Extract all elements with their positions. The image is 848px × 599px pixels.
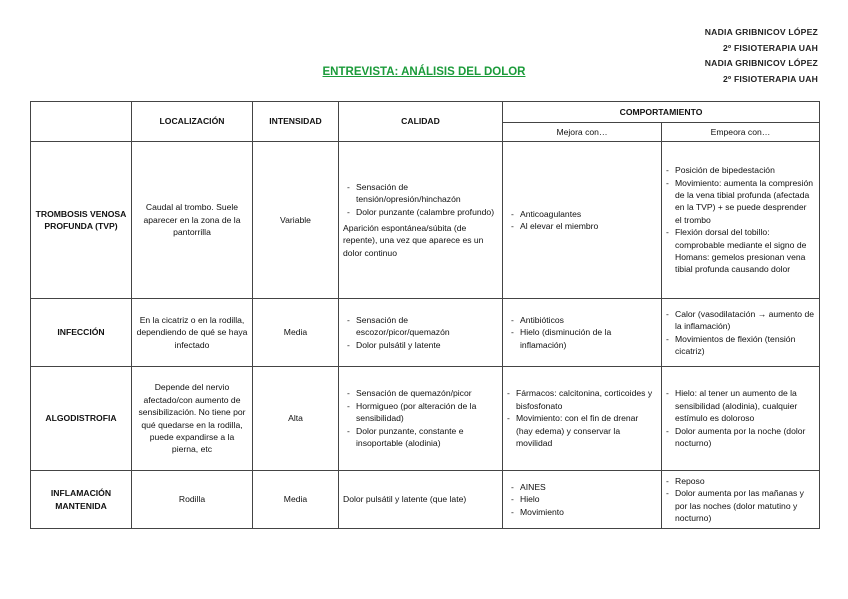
row-intensidad: Media [253,299,339,367]
header-mejora: Mejora con… [503,123,662,142]
list-item: - Dolor aumenta por la noche (dolor nocturno) [666,425,815,450]
author-course: 2º FISIOTERAPIA UAH [723,73,818,84]
list-item: - Sensación de quemazón/picor [347,387,498,399]
header-empeora: Empeora con… [662,123,820,142]
header-localizacion: LOCALIZACIÓN [132,102,253,142]
table-row [31,142,820,299]
list-item: - Dolor punzante, constante e insoportable (alodinia) [347,425,498,450]
list-item: - Fármacos: calcitonina, corticoides y bisfosfonato [507,387,657,412]
row-name: TROMBOSIS VENOSA PROFUNDA (TVP) [31,142,132,299]
list-item: - Calor (vasodilatación → aumento de la inflamación) [666,308,815,333]
author-course: 2º FISIOTERAPIA UAH [723,42,818,53]
list-item: - Dolor punzante (calambre profundo) [347,206,498,218]
header-comportamiento: COMPORTAMIENTO [503,102,820,123]
list-item: - Posición de bipedestación [666,164,815,176]
list-item: - Movimientos de flexión (tensión cicatriz) [666,333,815,358]
list-item: - Dolor pulsátil y latente [347,339,498,351]
row-empeora [662,299,820,367]
list-item: - Movimiento [511,506,657,518]
list-item: - Sensación de tensión/opresión/hinchazón [347,181,498,206]
list-item: - Sensación de escozor/picor/quemazón [347,314,498,339]
list-item: - Dolor aumenta por las mañanas y por las noches (dolor matutino y nocturno) [666,487,815,524]
row-mejora [503,142,662,299]
header-intensidad: INTENSIDAD [253,102,339,142]
list-item: - Hormigueo (por alteración de la sensibilidad) [347,400,498,425]
row-calidad: Dolor pulsátil y latente (que late) [339,471,503,529]
row-empeora [662,142,820,299]
author-name: NADIA GRIBNICOV LÓPEZ [704,27,818,37]
list-item: - Al elevar el miembro [511,220,657,232]
row-calidad [339,299,503,367]
list-item: - AINES [511,481,657,493]
list-item: - Anticoagulantes [511,208,657,220]
table-header-row [31,102,820,123]
row-intensidad: Variable [253,142,339,299]
row-name: INFECCIÓN [31,299,132,367]
list-item: - Antibióticos [511,314,657,326]
table-row [31,299,820,367]
row-calidad [339,142,503,299]
row-localizacion: Depende del nervio afectado/con aumento de sensibilización. No tiene por qué quedarse en la rodilla, puede expandirse a la pierna, etc [132,367,253,471]
list-item: - Reposo [666,475,815,487]
list-item: - Hielo (disminución de la inflamación) [511,326,657,351]
row-name: INFLAMACIÓN MANTENIDA [31,471,132,529]
row-mejora [503,367,662,471]
table-row [31,367,820,471]
row-empeora [662,471,820,529]
row-empeora [662,367,820,471]
row-intensidad: Alta [253,367,339,471]
row-localizacion: En la cicatriz o en la rodilla, dependiendo de qué se haya infectado [132,299,253,367]
list-item: - Flexión dorsal del tobillo: comprobable mediante el signo de Homans: gemelos presionan vena tibial profunda causando dolor [666,226,815,276]
list-item: - Hielo: al tener un aumento de la sensibilidad (alodinia), cualquier estímulo es doloroso [666,387,815,424]
author-header-top [705,25,818,56]
row-localizacion: Rodilla [132,471,253,529]
author-name: NADIA GRIBNICOV LÓPEZ [704,58,818,68]
table-row [31,471,820,529]
header-empty-cell [31,102,132,142]
pain-analysis-table [30,101,820,529]
list-item: - Hielo [511,493,657,505]
row-mejora [503,471,662,529]
row-mejora [503,299,662,367]
document-title: ENTREVISTA: ANÁLISIS DEL DOLOR [322,66,526,78]
header-calidad: CALIDAD [339,102,503,142]
row-name: ALGODISTROFIA [31,367,132,471]
row-localizacion: Caudal al trombo. Suele aparecer en la zona de la pantorrilla [132,142,253,299]
calidad-note: Aparición espontánea/súbita (de repente), una vez que aparece es un dolor continuo [343,223,484,258]
list-item: - Movimiento: aumenta la compresión de la vena tibial profunda (afectada en la TVP) + se puede desprender el trombo [666,177,815,227]
row-calidad [339,367,503,471]
list-item: - Movimiento: con el fin de drenar (hay edema) y conservar la movilidad [507,412,657,449]
row-intensidad: Media [253,471,339,529]
